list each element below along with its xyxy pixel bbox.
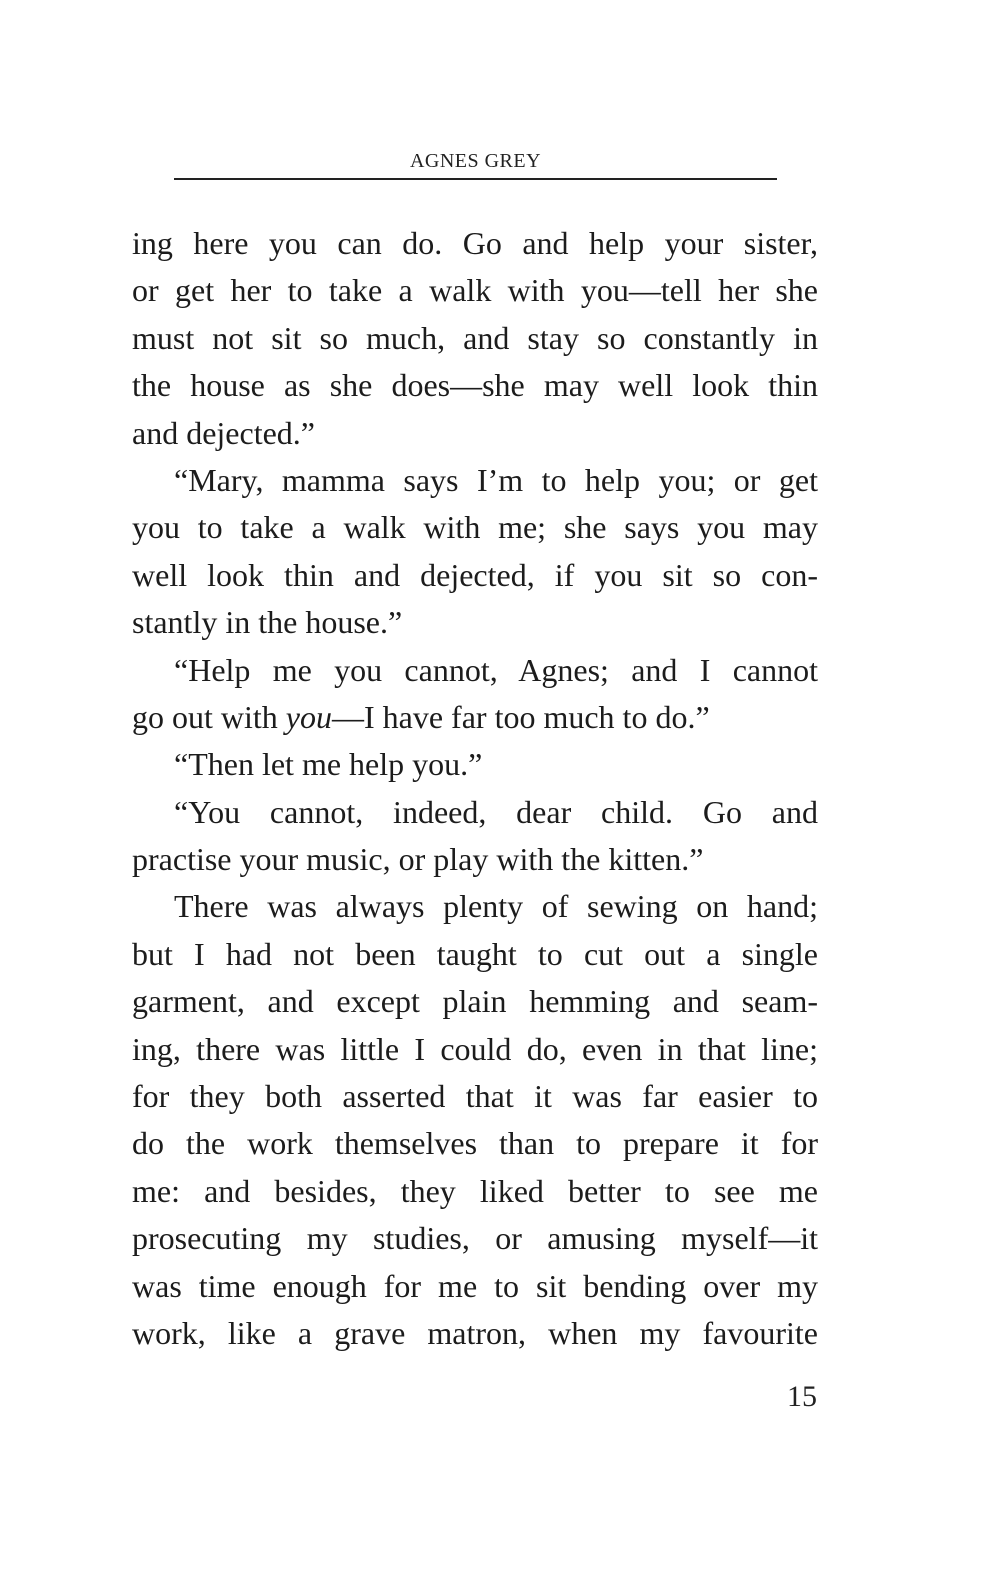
text-line: was time enough for me to sit bending over my xyxy=(132,1267,818,1304)
text-line: well look thin and dejected, if you sit so con- xyxy=(132,556,818,593)
text-line: “Then let me help you.” xyxy=(174,746,483,783)
text-line: you to take a walk with me; she says you may xyxy=(132,509,818,546)
text-line: ing, there was little I could do, even in that line; xyxy=(132,1030,818,1067)
text-line: me: and besides, they liked better to see me xyxy=(132,1172,818,1209)
page-number: 15 xyxy=(787,1380,817,1413)
text-line: “Help me you cannot, Agnes; and I cannot xyxy=(174,651,818,688)
text-line: practise your music, or play with the kitten.” xyxy=(132,841,704,878)
text-line: do the work themselves than to prepare it for xyxy=(132,1125,818,1162)
body-text xyxy=(132,220,818,1357)
text-line: but I had not been taught to cut out a single xyxy=(132,935,818,972)
text-line: “Mary, mamma says I’m to help you; or get xyxy=(174,461,818,498)
text-line: work, like a grave matron, when my favourite xyxy=(132,1314,818,1351)
text-line: or get her to take a walk with you—tell her she xyxy=(132,272,818,309)
text-line: prosecuting my studies, or amusing myself—it xyxy=(132,1220,818,1257)
text-line: must not sit so much, and stay so constantly in xyxy=(132,319,818,356)
header-rule xyxy=(174,178,777,180)
text-line: the house as she does—she may well look thin xyxy=(132,367,818,404)
text-line: for they both asserted that it was far easier to xyxy=(132,1078,818,1115)
running-head: AGNES GREY xyxy=(409,150,542,172)
text-run: go out with xyxy=(132,698,286,735)
text-line: garment, and except plain hemming and seam- xyxy=(132,983,818,1020)
emphasis: you xyxy=(285,698,332,735)
text-line xyxy=(132,694,818,741)
text-line: “You cannot, indeed, dear child. Go and xyxy=(174,793,818,830)
text-run: —I have far too much to do.” xyxy=(331,698,710,735)
text-line: and dejected.” xyxy=(132,414,315,451)
text-line: stantly in the house.” xyxy=(132,604,403,641)
text-line: ing here you can do. Go and help your sister, xyxy=(132,225,818,261)
text-line: There was always plenty of sewing on hand; xyxy=(174,888,818,925)
